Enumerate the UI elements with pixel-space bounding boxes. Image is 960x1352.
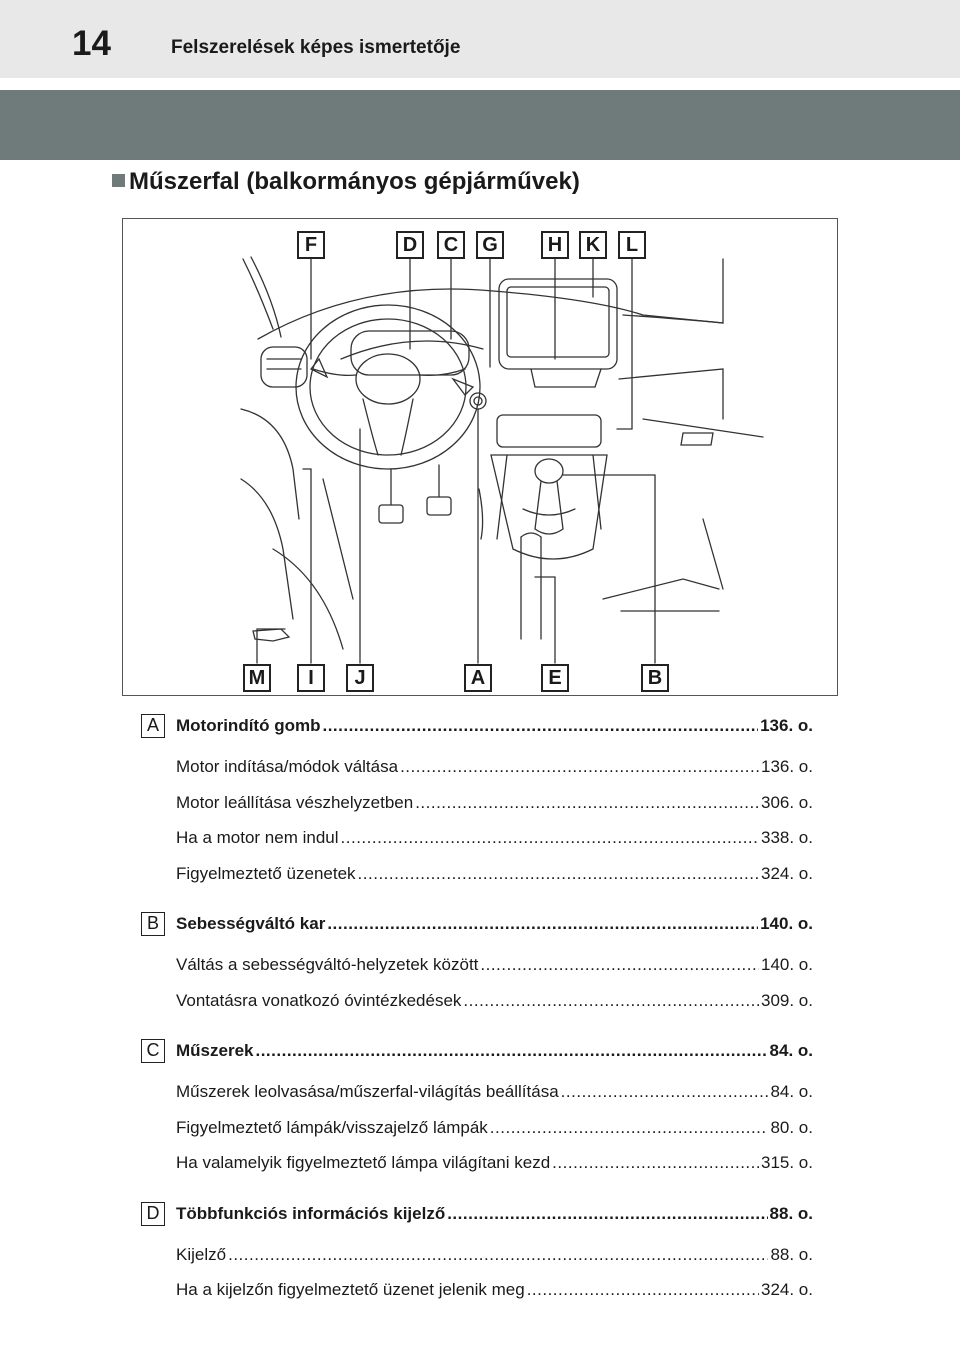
entry-sub-row <box>176 1117 813 1139</box>
dot-leader <box>400 756 759 778</box>
sub-page: 324. o. <box>761 863 813 883</box>
callout-l: L <box>618 231 646 259</box>
sub-page: 324. o. <box>761 1280 813 1299</box>
entry-sub-row <box>176 863 813 885</box>
sub-text: Ha a kijelzőn figyelmeztető üzenet jelenik meg <box>176 1280 525 1299</box>
dot-leader <box>561 1081 769 1103</box>
callout-i: I <box>297 664 325 692</box>
dashboard-line-drawing <box>123 219 839 697</box>
callout-m: M <box>243 664 271 692</box>
callout-a: A <box>464 664 492 692</box>
dot-leader <box>358 863 759 885</box>
entry-sub-row <box>176 827 813 849</box>
sub-page: 136. o. <box>761 757 813 776</box>
section-heading-text: Műszerfal (balkormányos gépjárművek) <box>129 168 580 195</box>
sub-text: Ha valamelyik figyelmeztető lámpa világítani kezd <box>176 1153 551 1172</box>
entry-sub-row <box>176 1279 813 1301</box>
chapter-title: Felszerelések képes ismertetője <box>171 37 461 58</box>
sub-text: Váltás a sebességváltó-helyzetek között <box>176 955 479 974</box>
sub-page: 88. o. <box>770 1244 813 1264</box>
entry-sub-row <box>176 1244 813 1266</box>
callout-c: C <box>437 231 465 259</box>
entry-badge: A <box>141 714 165 738</box>
entry-page: 140. o. <box>760 914 813 933</box>
dot-leader <box>527 1279 759 1301</box>
entry-title: Műszerek <box>176 1041 254 1060</box>
square-bullet-icon <box>112 174 125 187</box>
entry-sub-row <box>176 954 813 976</box>
entry-title-row <box>176 715 813 737</box>
dot-leader <box>322 715 758 737</box>
entry-sub-row <box>176 990 813 1012</box>
dot-leader <box>255 1040 767 1062</box>
entry-page: 84. o. <box>769 1041 813 1060</box>
entry-badge: C <box>141 1039 165 1063</box>
sub-text: Kijelző <box>176 1244 227 1264</box>
dot-leader <box>415 792 759 814</box>
dot-leader <box>463 990 759 1012</box>
entry-title-row <box>176 1040 813 1062</box>
sub-text: Ha a motor nem indul <box>176 828 339 847</box>
entry-page: 136. o. <box>760 716 813 735</box>
entry-title-row <box>176 913 813 935</box>
entry-title-row <box>176 1203 813 1225</box>
sub-page: 315. o. <box>761 1153 813 1172</box>
callout-h: H <box>541 231 569 259</box>
callout-g: G <box>476 231 504 259</box>
dot-leader <box>490 1117 769 1139</box>
dot-leader <box>552 1152 759 1174</box>
sub-page: 80. o. <box>770 1117 813 1137</box>
entry-sub-row <box>176 1152 813 1174</box>
entry-sub-row <box>176 792 813 814</box>
callout-k: K <box>579 231 607 259</box>
sub-text: Motor leállítása vészhelyzetben <box>176 792 414 812</box>
callout-b: B <box>641 664 669 692</box>
dot-leader <box>480 954 759 976</box>
entry-badge: B <box>141 912 165 936</box>
entry-sub-row <box>176 756 813 778</box>
section-band <box>0 90 960 160</box>
entry-sub-row <box>176 1081 813 1103</box>
sub-text: Motor indítása/módok váltása <box>176 757 399 776</box>
dot-leader <box>341 827 759 849</box>
dashboard-illustration <box>122 218 838 696</box>
header-band <box>0 0 960 78</box>
sub-page: 84. o. <box>770 1082 813 1101</box>
entry-title: Motorindító gomb <box>176 716 321 735</box>
sub-page: 338. o. <box>761 828 813 847</box>
sub-page: 306. o. <box>761 792 813 812</box>
dot-leader <box>228 1244 768 1266</box>
dot-leader <box>327 913 758 935</box>
sub-text: Műszerek leolvasása/műszerfal-világítás beállítása <box>176 1082 559 1101</box>
sub-page: 140. o. <box>761 955 813 974</box>
sub-text: Figyelmeztető lámpák/visszajelző lámpák <box>176 1117 488 1137</box>
page-number: 14 <box>72 24 111 63</box>
entry-title: Többfunkciós információs kijelző <box>176 1203 446 1223</box>
sub-text: Vontatásra vonatkozó óvintézkedések <box>176 990 462 1010</box>
sub-text: Figyelmeztető üzenetek <box>176 863 356 883</box>
dot-leader <box>447 1203 767 1225</box>
callout-f: F <box>297 231 325 259</box>
sub-page: 309. o. <box>761 990 813 1010</box>
callout-d: D <box>396 231 424 259</box>
callout-j: J <box>346 664 374 692</box>
callout-e: E <box>541 664 569 692</box>
entry-title: Sebességváltó kar <box>176 914 326 933</box>
entry-badge: D <box>141 1202 165 1226</box>
entry-page: 88. o. <box>769 1203 813 1223</box>
section-heading <box>112 170 580 194</box>
